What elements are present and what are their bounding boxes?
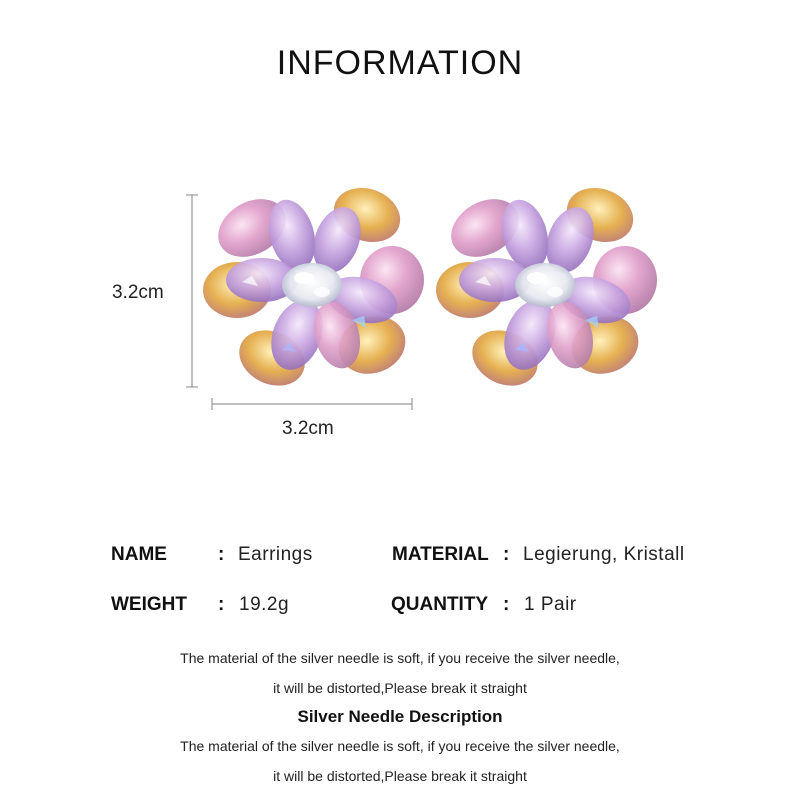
width-dimension-label: 3.2cm	[282, 418, 334, 439]
height-dimension-line	[186, 195, 198, 387]
note-line-3: The material of the silver needle is soft, if you receive the silver needle,	[180, 738, 620, 754]
weight-value: 19.2g	[239, 594, 290, 615]
note-heading: Silver Needle Description	[297, 707, 503, 726]
width-dimension-line	[212, 398, 412, 410]
page-title: INFORMATION	[276, 44, 524, 82]
name-separator: :	[218, 544, 225, 565]
weight-separator: :	[218, 594, 225, 615]
quantity-label: QUANTITY	[391, 594, 489, 615]
note-line-2: it will be distorted,Please break it straight	[273, 680, 527, 696]
quantity-separator: :	[503, 594, 510, 615]
note-line-4: it will be distorted,Please break it straight	[273, 768, 527, 784]
name-value: Earrings	[238, 544, 313, 565]
left-earring-image	[203, 179, 424, 396]
right-earring-image	[436, 179, 657, 396]
quantity-value: 1 Pair	[524, 594, 577, 615]
weight-label: WEIGHT	[111, 594, 187, 615]
note-line-1: The material of the silver needle is soft, if you receive the silver needle,	[180, 650, 620, 666]
height-dimension-label: 3.2cm	[112, 282, 164, 303]
name-label: NAME	[111, 544, 167, 565]
material-separator: :	[503, 544, 510, 565]
material-label: MATERIAL	[392, 544, 489, 565]
material-value: Legierung, Kristall	[523, 544, 685, 565]
